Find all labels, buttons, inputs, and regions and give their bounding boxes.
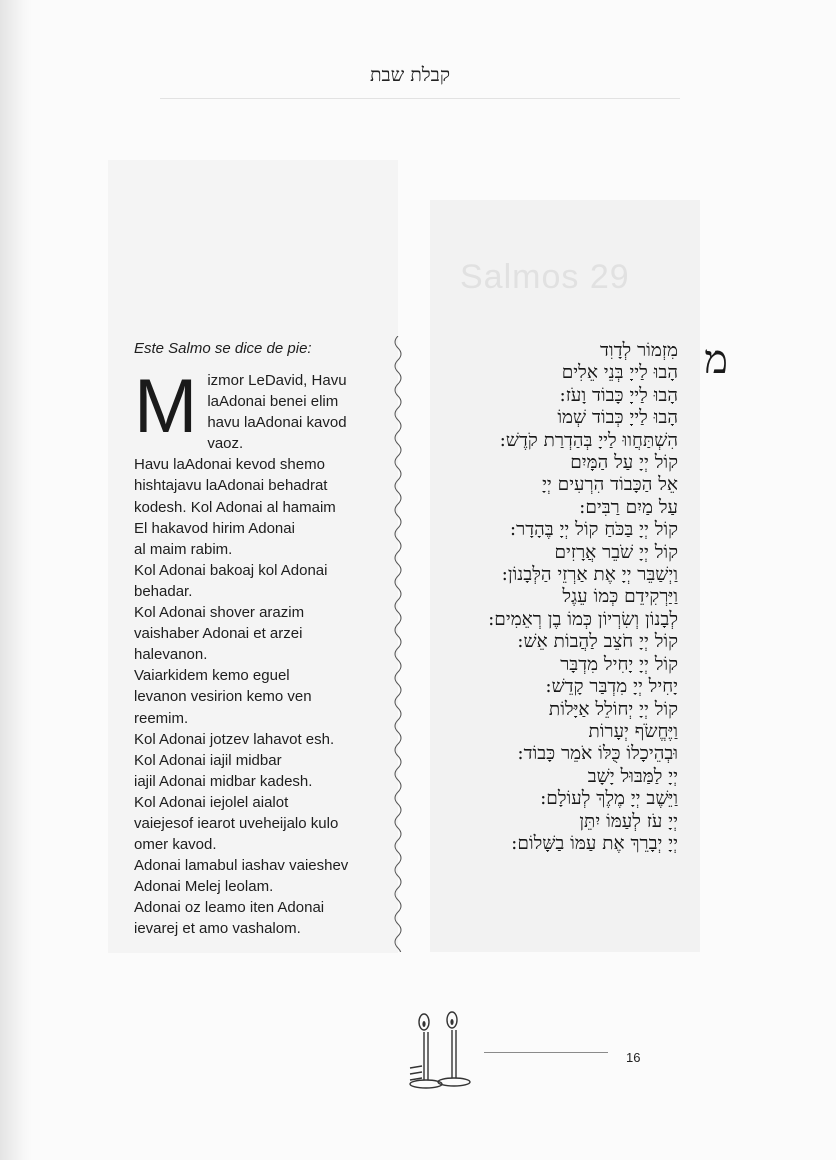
hebrew-text: מִזְמוֹר לְדָוִד הָבוּ לַייָ בְּנֵי אֵלִים הָבוּ לַייָ כָּבוֹד וָעֹז: הָבוּ לַייָ כְּבוֹד שְׁמוֹ הִשְׁתַּחֲווּ לַייָ בְּהַדְרַת קֹדֶשׁ: קוֹל יְיָ עַל הַמָּיִם אֵל הַכָּבוֹד הִרְעִים יְיָ עַל מַיִם רַבִּים: קוֹל יְיָ בַּכֹּחַ קוֹל יְיָ בֶּהָדָר: קוֹל יְיָ שֹׁבֵר אֲרָזִים וַיְשַׁבֵּר יְיָ אֶת אַרְזֵי הַלְּבָנוֹן: וַיַּרְקִידֵם כְּמוֹ עֵגֶל לְבָנוֹן וְשִׂרְיוֹן כְּמוֹ בֶן רְאֵמִים: קוֹל יְיָ חֹצֵב לַהֲבוֹת אֵשׁ: קוֹל יְיָ יָחִיל מִדְבָּר יָחִיל יְיָ מִדְבַּר קָדֵשׁ: קוֹל יְיָ יְחוֹלֵל אַיָּלוֹת וַיֶּחֱשֹׂף יְעָרוֹת וּבְהֵיכָלוֹ כֻּלּוֹ אֹמֵר כָּבוֹד: יְיָ לַמַּבּוּל יָשָׁב וַיֵּשֶׁב יְיָ מֶלֶךְ לְעוֹלָם: יְיָ עֹז לְעַמּוֹ יִתֵּן יְיָ יְבָרֵךְ אֶת עַמּוֹ בַשָּׁלוֹם: — [488, 340, 678, 854]
page-number: 16 — [626, 1050, 641, 1065]
footer-rule — [484, 1052, 608, 1053]
ornament-letter: מ — [704, 337, 728, 383]
page-crease-shadow — [0, 0, 32, 1160]
drop-cap: M — [134, 364, 198, 449]
transliteration-body: izmor LeDavid, Havu laAdonai benei elim havu laAdonai kavod vaoz. Havu laAdonai kevod shemo hishtajavu laAdonai behadrat kodesh. Kol Adonai al hamaim El hakavod hirim Adonai al maim rabim. Kol Adonai bakoaj kol Adonai behadar. Kol Adonai shover arazim vaishaber Adonai et arzei halevanon. Vaiarkidem kemo eguel levanon vesirion kemo ven reemim. Kol Adonai jotzev lahavot esh. Kol Adonai iajil midbar iajil Adonai midbar kadesh. Kol Adonai iejolel aialot vaiejesof iearot uveheijalo kulo omer kavod. Adonai lamabul iashav vaieshev Adonai Melej leolam. Adonai oz leamo iten Adonai ievarej et amo vashalom. — [134, 372, 349, 938]
wavy-divider — [388, 336, 408, 952]
faded-show-through-title: Salmos 29 — [460, 258, 630, 296]
transliteration-text — [134, 364, 384, 940]
running-header: קבלת שבת — [369, 64, 451, 86]
shabbat-candles-icon — [404, 1010, 484, 1094]
header-rule — [160, 98, 680, 99]
intro-instruction: Este Salmo se dice de pie: — [134, 340, 312, 357]
